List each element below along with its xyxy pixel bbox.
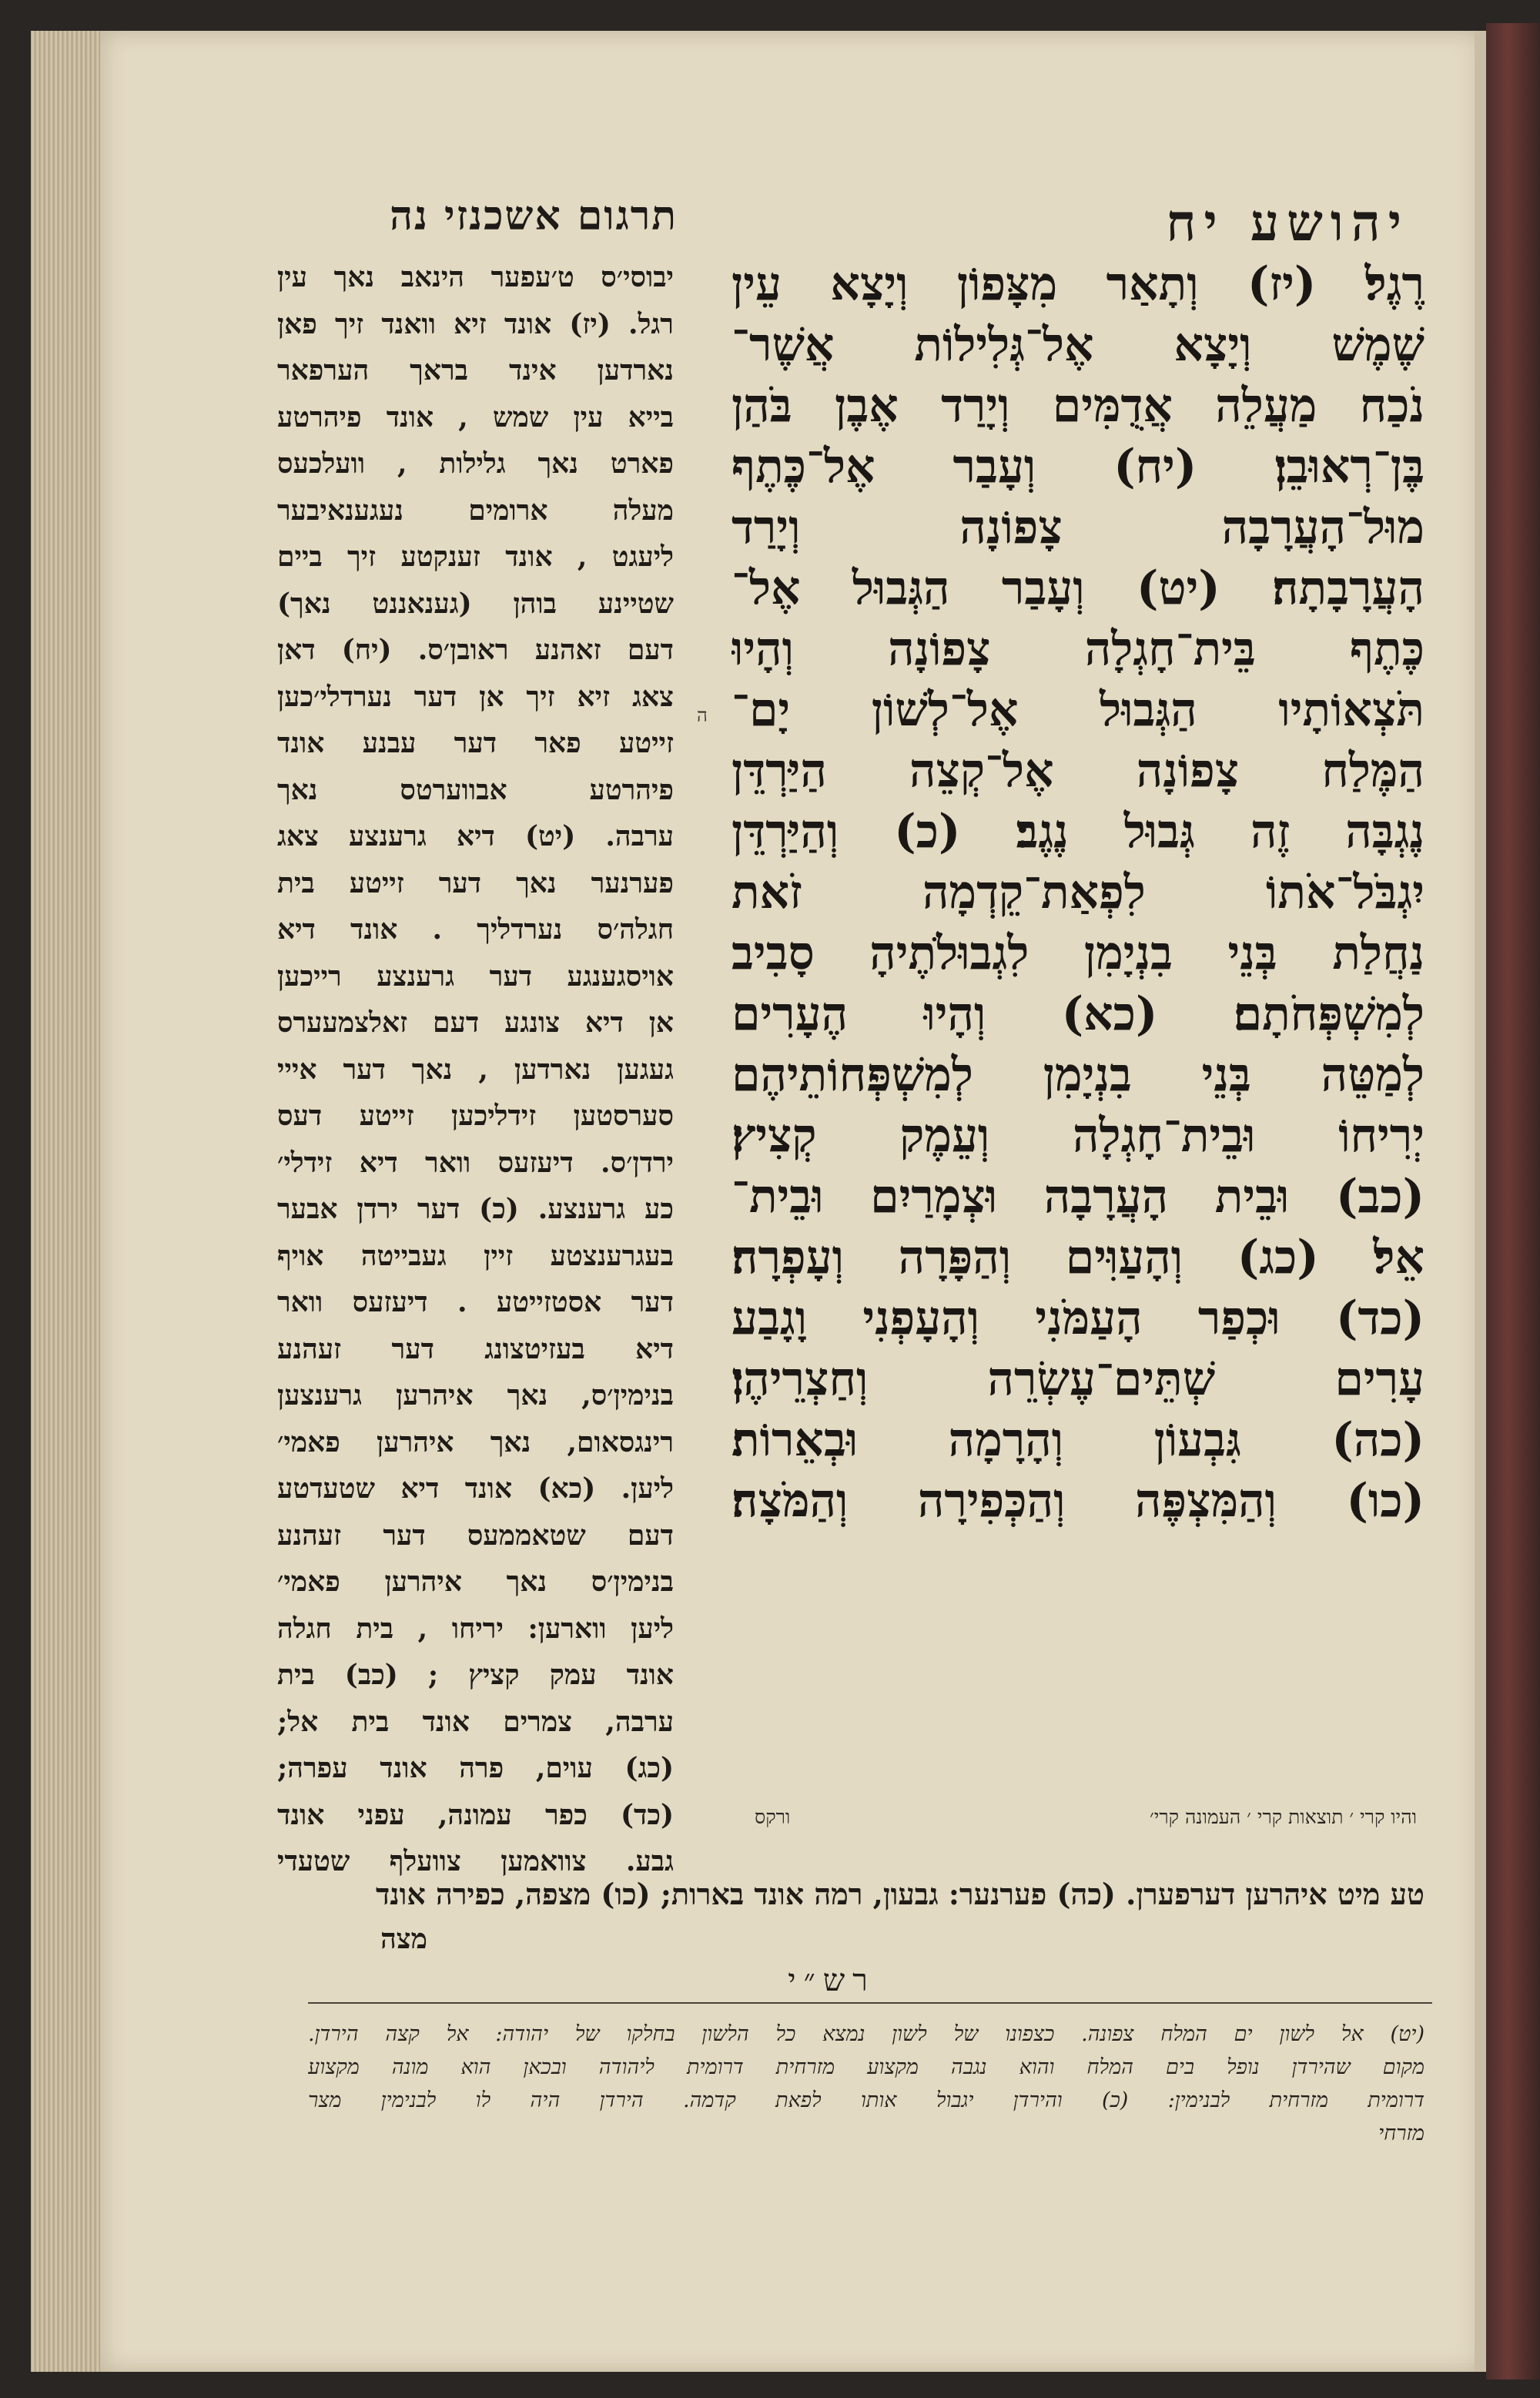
targum-line: מעלה ארומים נעגענאיבער [277, 494, 674, 527]
book-page-edges [31, 31, 100, 2372]
targum-line: פארט נאך גלילות , וועלכעס [277, 447, 674, 480]
targum-line: צאג זיא זיך אן דער נערדלי׳כען [277, 680, 674, 713]
targum-column [277, 254, 674, 1933]
targum-line: ליען. (כא) אונד דיא שטעדטע [277, 1472, 674, 1505]
targum-line: געגען נארדען , נאך דער אייי [277, 1053, 674, 1086]
targum-line: אונד עמק קציץ ; (כב) בית [277, 1659, 674, 1691]
qere-notes [755, 1806, 1417, 1837]
qere-note: ורקס [755, 1806, 791, 1828]
qere-note: והיו קרי ׳ תוצאות קרי ׳ העמונה קרי׳ [1150, 1806, 1417, 1828]
rashi-divider [308, 2002, 1432, 2004]
targum-line: דיא בעזיטצונג דער זעהנע [277, 1332, 674, 1365]
main-text-line: רֶגֶל׃ (יז) וְתָאַר מִצָּפוֹן וְיָצָא עֵין [732, 257, 1424, 311]
main-text-line: נַחֲלַת בְּנֵי בִנְיָמִן לִגְבוּלֹתֶיהָ סָבִיב [732, 926, 1424, 980]
rashi-line: דרומית מזרחית לבנימין: (כ) והירדן יגבול אותו לפאת קדמה. הירדן היה לו לבנימין מצר [308, 2088, 1424, 2112]
main-text-line: (כו) וְהַמִּצְפֶּה וְהַכְּפִירָה וְהַמֹּצָה׃ [732, 1474, 1424, 1528]
targum-line: גבע. צוואמען צוועלף שטעדי [277, 1845, 674, 1877]
targum-line: אן דיא צונגע דעם זאלצמעערס [277, 1006, 674, 1039]
main-text-column [732, 254, 1424, 1779]
targum-line: (כג) עוים, פרה אונד עפרה; [277, 1752, 674, 1784]
targum-line: ערבה. (יט) דיא גרענצע צאג [277, 820, 674, 852]
running-header-main: יהושע יח [1166, 193, 1409, 253]
rashi-line: מקום שהירדן נופל בים המלח והוא נגבה מקצוע מזרחית דרומית ליהודה ובכאן הוא מונה מקצוע [308, 2055, 1424, 2079]
running-header-targum: תרגום אשכנזי נה [390, 193, 678, 239]
targum-line: (כד) כפר עמונה, עפני אונד [277, 1798, 674, 1831]
targum-line: אויסגענגע דער גרענצע רייכען [277, 960, 674, 993]
main-text-line: (כב) וּבֵית הָעֲרָבָה וּצְמָרַיִם וּבֵית־ [732, 1170, 1424, 1224]
targum-line: ליעגט , אונד זענקטע זיך ביים [277, 541, 674, 573]
targum-line: דעם זאהנע ראובן׳ס. (יח) דאן [277, 634, 674, 666]
main-text-line: נֶגְבָּה זֶה גְּבוּל נֶגֶב׃ (כ) וְהַיַּרְדֵּן [732, 805, 1424, 859]
targum-line: שטיינע בוהן (גענאננט נאך) [277, 587, 674, 620]
targum-line: רגל. (יז) אונד זיא וואנד זיך פאן [277, 307, 674, 340]
main-text-line: לְמִשְׁפְּחֹתָם׃ (כא) וְהָיוּ הֶעָרִים [732, 987, 1424, 1041]
targum-line: ליען ווארען: יריחו , בית חגלה [277, 1612, 674, 1645]
main-text-line: מוּל־הָעֲרָבָה צָפוֹנָה וְיָרַד [732, 501, 1424, 554]
book-binding [1486, 23, 1540, 2380]
main-text-line: (כה) גִּבְעוֹן וְהָרָמָה וּבְאֵרוֹת׃ [732, 1413, 1424, 1467]
main-text-line: (כד) וּכְפַר הָעַמֹּנִי וְהָעָפְנִי וָגָבַע [732, 1291, 1424, 1345]
main-text-line: שֶׁמֶשׁ וְיָצָא אֶל־גְּלִילוֹת אֲשֶׁר־ [732, 318, 1424, 372]
facing-page-edge [1475, 31, 1486, 2372]
targum-continuation-line: טע מיט איהרען דערפערן. (כה) פערנער: גבעון, רמה אונד בארות; (כו) מצפה, כפירה אונד [376, 1877, 1424, 1911]
targum-line: ערבה, צמרים אונד בית אל; [277, 1705, 674, 1738]
main-text-line: תֹּצְאוֹתָיו הַגְּבוּל אֶל־לְשׁוֹן יָם־ [732, 683, 1424, 737]
targum-line: רינגסאום, נאך איהרען פאמי׳ [277, 1425, 674, 1459]
main-text-line: בֶּן־רְאוּבֵן׃ (יח) וְעָבַר אֶל־כֶּתֶף [732, 440, 1424, 494]
targum-line: נארדען אינד בראך הערפאר [277, 354, 674, 387]
targum-line: בייא עין שמש , אונד פיהרטע [277, 400, 674, 434]
targum-line: דעם שטאממעס דער זעהנע [277, 1519, 674, 1552]
targum-line: דער אסטזייטע . דיעזעס וואר [277, 1286, 674, 1318]
main-text-line: לְמַטֵּה בְּנֵי בִנְיָמִן לְמִשְׁפְּחוֹתֵיהֶם [732, 1048, 1424, 1102]
main-text-line: כֶּתֶף בֵּית־חָגְלָה צָפוֹנָה וְהָיוּ [732, 622, 1424, 676]
targum-line: יבוסי׳ס ט׳עפער הינאב נאך עין [277, 261, 674, 293]
targum-line: חגלה׳ס נערדליך . אונד דיא [277, 913, 674, 946]
main-text-line: נֹכַח מַעֲלֵה אֲדֻמִּים וְיָרַד אֶבֶן בֹּהַן [732, 379, 1424, 433]
rashi-line: (יט) אל לשון ים המלח צפונה. כצפונו של לשון נמצא כל הלשון בחלקו של יהודה: אל קצה הירדן. [308, 2022, 1424, 2046]
targum-line: בעגרענצטע זיין געבייטה אויף [277, 1239, 674, 1272]
margin-mark: ה [697, 705, 708, 726]
main-text-line: הָעֲרָבָתָה׃ (יט) וְעָבַר הַגְּבוּל אֶל־ [732, 561, 1424, 615]
targum-line: בנימין׳ס נאך איהרען פאמי׳ [277, 1566, 674, 1598]
rashi-commentary [308, 2018, 1424, 2172]
targum-line: זייטע פאר דער עבנע אונד [277, 727, 674, 759]
main-text-line: אֵל׃ (כג) וְהָעַוִּים וְהַפָּרָה וְעָפְרָה׃ [732, 1231, 1424, 1284]
targum-line: בנימין׳ס, נאך איהרען גרענצען [277, 1379, 674, 1412]
main-text-line: יִגְבֹּל־אֹתוֹ לִפְאַת־קֵדְמָה זֹאת [732, 866, 1424, 919]
targum-line: ירדן׳ס. דיעזעס וואר דיא זידלי׳ [277, 1146, 674, 1179]
rashi-heading: רש״י [788, 1963, 875, 1998]
targum-line: כע גרענצע. (כ) דער ירדן אבער [277, 1193, 674, 1225]
targum-line: סערסטען זידליכען זייטע דעס [277, 1100, 674, 1132]
main-text-line: הַמֶּלַח צָפוֹנָה אֶל־קְצֵה הַיַּרְדֵּן [732, 744, 1424, 798]
rashi-line: מזרחי [1378, 2122, 1424, 2145]
targum-final-word: מצה [380, 1923, 427, 1955]
main-text-line: יְרִיחוֹ וּבֵית־חָגְלָה וְעֵמֶק קְצִיץ׃ [732, 1109, 1424, 1163]
targum-line: פיהרטע אבווערטס נאך [277, 773, 674, 806]
targum-line: פערנער נאך דער זייטע בית [277, 866, 674, 899]
main-text-line: עָרִים שְׁתֵּים־עֶשְׂרֵה וְחַצְרֵיהֶן׃ [732, 1352, 1424, 1406]
